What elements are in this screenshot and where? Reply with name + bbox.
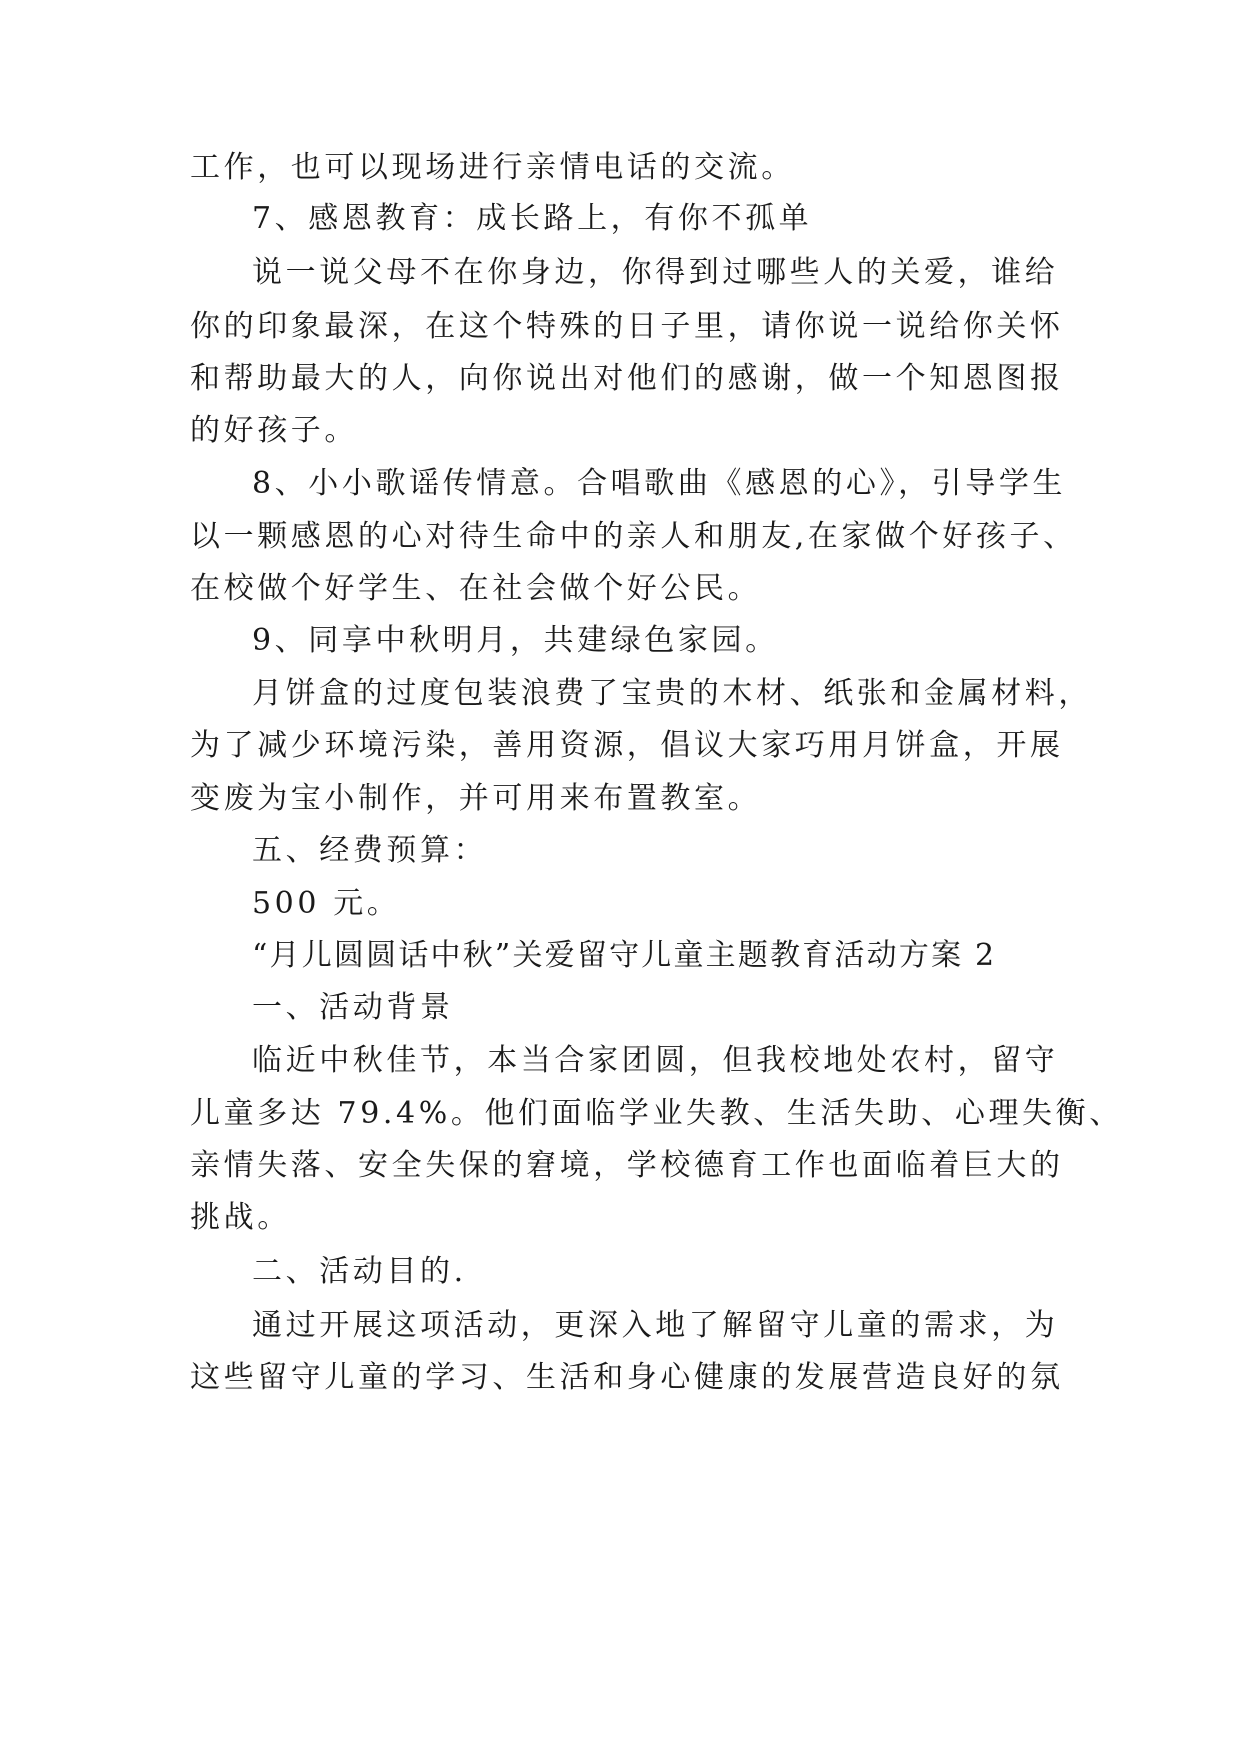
paragraph-first-line: 通过开展这项活动，更深入地了解留守儿童的需求，为 (252, 1308, 1059, 1343)
section-heading: 7、感恩教育：成长路上，有你不孤单 (252, 201, 813, 236)
document-title: “月儿圆圆话中秋”关爱留守儿童主题教育活动方案 2 (252, 938, 997, 973)
paragraph-first-line: 8、小小歌谣传情意。合唱歌曲《感恩的心》，引导学生 (252, 466, 1067, 501)
text-line: 你的印象最深，在这个特殊的日子里，请你说一说给你关怀 (190, 309, 1064, 344)
text-line: 500 元。 (252, 886, 401, 921)
paragraph-first-line: 临近中秋佳节，本当合家团圆，但我校地处农村，留守 (252, 1043, 1059, 1078)
text-line: 工作，也可以现场进行亲情电话的交流。 (190, 150, 795, 185)
text-line: 挑战。 (190, 1200, 291, 1235)
text-line: 为了减少环境污染，善用资源，倡议大家巧用月饼盒，开展 (190, 728, 1064, 763)
section-heading: 9、同享中秋明月，共建绿色家园。 (252, 623, 779, 658)
text-line: 变废为宝小制作，并可用来布置教室。 (190, 781, 762, 816)
paragraph-first-line: 说一说父母不在你身边，你得到过哪些人的关爱，谁给 (252, 255, 1059, 290)
paragraph-first-line: 月饼盒的过度包装浪费了宝贵的木材、纸张和金属材料， (252, 676, 1092, 711)
text-line: 和帮助最大的人，向你说出对他们的感谢，做一个知恩图报 (190, 361, 1064, 396)
text-line: 的好孩子。 (190, 413, 358, 448)
text-line: 亲情失落、安全失保的窘境，学校德育工作也面临着巨大的 (190, 1148, 1064, 1183)
section-heading: 五、经费预算： (252, 833, 488, 868)
text-line: 在校做个好学生、在社会做个好公民。 (190, 571, 762, 606)
text-line: 以一颗感恩的心对待生命中的亲人和朋友,在家做个好孩子、 (190, 519, 1077, 554)
text-line: 这些留守儿童的学习、生活和身心健康的发展营造良好的氛 (190, 1360, 1064, 1395)
section-heading: 二、活动目的. (252, 1254, 467, 1289)
section-heading: 一、活动背景 (252, 990, 454, 1025)
text-line: 儿童多达 79.4%。他们面临学业失教、生活失助、心理失衡、 (190, 1096, 1123, 1131)
